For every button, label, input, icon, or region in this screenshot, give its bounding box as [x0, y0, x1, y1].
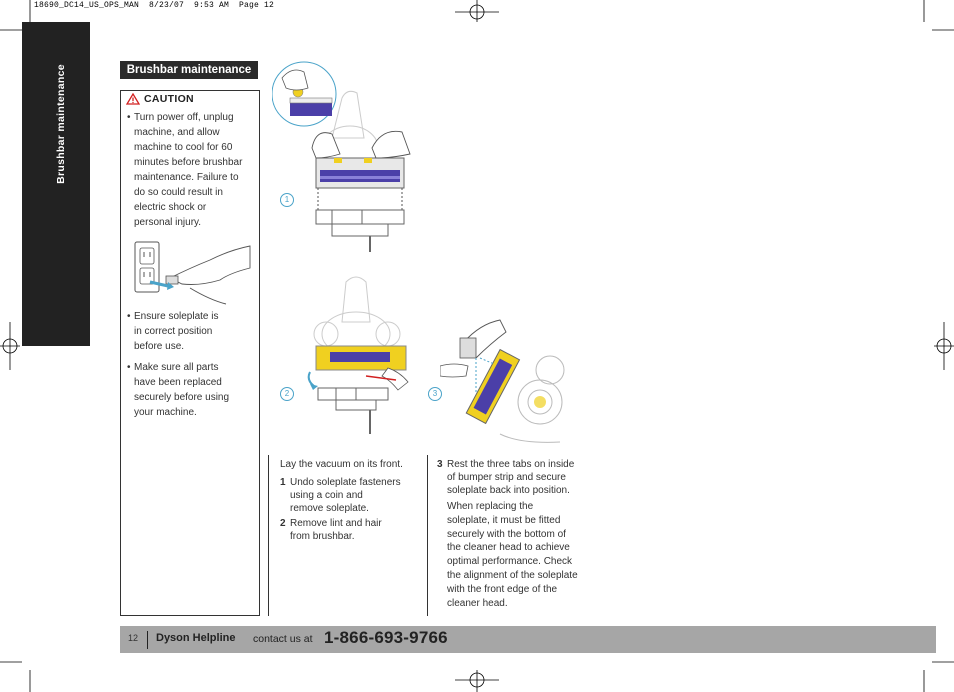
instructions-col1 [280, 458, 425, 471]
step2-number: 2 [280, 518, 286, 529]
caution-title [126, 93, 194, 105]
caution-line: personal injury. [134, 217, 202, 228]
side-label [24, 60, 94, 200]
caution-line: minutes before brushbar [134, 157, 243, 168]
caution-line: in correct position [134, 326, 213, 337]
step3-line: soleplate back into position. [447, 485, 570, 496]
figure-step3 [440, 314, 580, 454]
step1-line: remove soleplate. [290, 503, 369, 514]
column-rule-right [427, 455, 428, 616]
step2-line: from brushbar. [290, 531, 355, 542]
step2-line: Remove lint and hair [290, 518, 382, 529]
figure-step1 [272, 58, 422, 258]
unplug-illustration [130, 238, 254, 306]
step1-number: 1 [280, 477, 286, 488]
caution-line: securely before using [134, 392, 230, 403]
helpline-contact: contact us at [253, 633, 313, 645]
note-line: soleplate, it must be fitted [447, 514, 561, 526]
warning-icon [126, 93, 140, 105]
step2-marker: 2 [280, 387, 294, 401]
note-line: When replacing the [447, 501, 534, 512]
note-line: the alignment of the soleplate [447, 569, 578, 581]
caution-line: Ensure soleplate is [134, 311, 219, 322]
step3-line: Rest the three tabs on inside [447, 459, 575, 470]
note-line: with the front edge of the [447, 583, 558, 595]
step1-line: using a coin and [290, 490, 363, 501]
caution-line: machine, and allow [134, 127, 220, 138]
page-number: 12 [128, 633, 139, 643]
section-heading: Brushbar maintenance [120, 61, 258, 79]
helpline-bar [120, 626, 936, 653]
step1-marker: 1 [280, 193, 294, 207]
step3-number: 3 [437, 459, 443, 470]
caution-line: Make sure all parts [134, 362, 219, 373]
side-label-text: Brushbar maintenance [55, 64, 67, 184]
step3-line: of bumper strip and secure [447, 472, 566, 483]
note-line: the cleaner head to achieve [447, 542, 570, 554]
helpline-separator [147, 631, 148, 649]
step1-line: Undo soleplate fasteners [290, 477, 401, 488]
caution-line: electric shock or [134, 202, 207, 213]
step2-text [290, 517, 425, 543]
intro-text: Lay the vacuum on its front. [280, 459, 403, 470]
caution-title-text: CAUTION [144, 93, 194, 105]
soleplate-note [447, 500, 592, 610]
caution-line: machine to cool for 60 [134, 142, 233, 153]
print-slug: 18690_DC14_US_OPS_MAN 8/23/07 9:53 AM Page 12 [34, 1, 275, 10]
column-rule-left [268, 455, 269, 616]
caution-line: Turn power off, unplug [134, 112, 234, 123]
step3-marker: 3 [428, 387, 442, 401]
note-line: securely with the bottom of [447, 528, 566, 540]
caution-line: your machine. [134, 407, 197, 418]
step1-text [290, 476, 425, 515]
figure-step2 [296, 272, 421, 437]
caution-line: have been replaced [134, 377, 222, 388]
note-line: optimal performance. Check [447, 556, 573, 568]
note-line: cleaner head. [447, 597, 508, 609]
caution-line: before use. [134, 341, 185, 352]
caution-line: do so could result in [134, 187, 223, 198]
caution-line: maintenance. Failure to [134, 172, 239, 183]
helpline-phone: 1-866-693-9766 [324, 628, 448, 647]
step3-text [447, 458, 592, 497]
helpline-label: Dyson Helpline [156, 632, 236, 644]
